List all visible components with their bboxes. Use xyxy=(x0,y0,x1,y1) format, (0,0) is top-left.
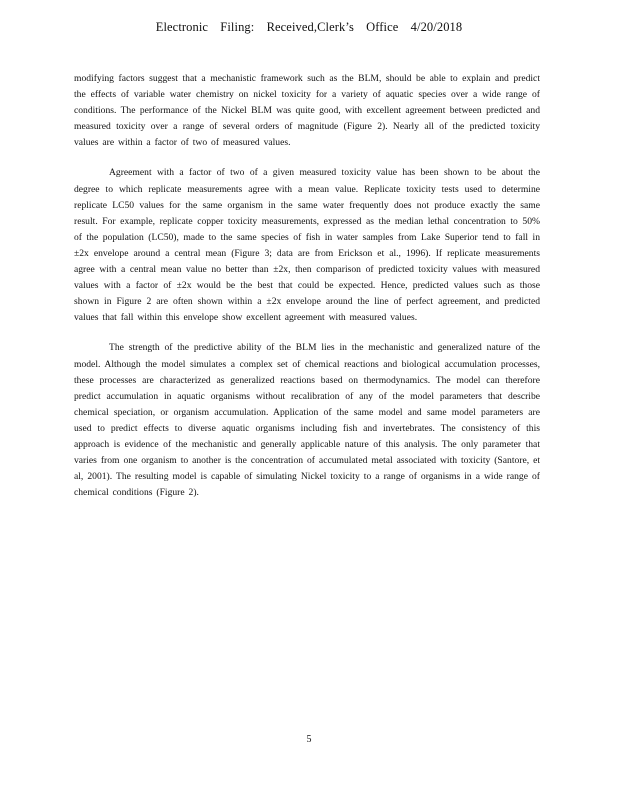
paragraph-3: The strength of the predictive ability of the BLM lies in the mechanistic and generalized nature of the model. Although the model simulates a complex set of chemical reactions and biological accumulation processes, these processes are characterized as generalized reactions based on thermodynamics. The model can therefore predict accumulation in aquatic organisms without recalibration of any of the model parameters that describe chemical speciation, or organism accumulation. Application of the same model and same model parameters are used to predict effects to diverse aquatic organisms including fish and invertebrates. The consistency of this approach is evidence of the mechanistic and generally applicable nature of this analysis. The only parameter that varies from one organism to another is the concentration of accumulated metal associated with toxicity (Santore, et al, 2001). The resulting model is capable of simulating Nickel toxicity to a range of organisms in a wide range of chemical conditions (Figure 2). xyxy=(74,342,540,499)
document-body xyxy=(74,71,540,515)
paragraph-1: modifying factors suggest that a mechanistic framework such as the BLM, should be able to explain and predict the effects of variable water chemistry on nickel toxicity for a variety of aquatic species over a wide range of conditions. The performance of the Nickel BLM was quite good, with excellent agreement between predicted and measured toxicity over a range of several orders of magnitude (Figure 2). Nearly all of the predicted toxicity values are within a factor of two of measured values. xyxy=(74,73,540,149)
filing-header: Electronic Filing: Received,Clerk’s Office 4/20/2018 xyxy=(155,20,463,34)
page-number: 5 xyxy=(306,734,312,745)
paragraph-2: Agreement with a factor of two of a given measured toxicity value has been shown to be about the degree to which replicate measurements agree with a mean value. Replicate toxicity tests used to determine replicate LC50 values for the same organism in the same water frequently does not produce exactly the same result. For example, replicate copper toxicity measurements, expressed as the median lethal concentration to 50% of the population (LC50), made to the same species of fish in water samples from Lake Superior tend to fall in ±2x envelope around a central mean (Figure 3; data are from Erickson et al., 1996). If replicate measurements agree with a central mean value no better than ±2x, then comparison of predicted toxicity values with measured values with a factor of ±2x would be the best that could be expected. Hence, predicted values such as those shown in Figure 2 are often shown within a ±2x envelope around the line of perfect agreement, and predicted values that fall within this envelope show excellent agreement with measured values. xyxy=(74,167,540,324)
